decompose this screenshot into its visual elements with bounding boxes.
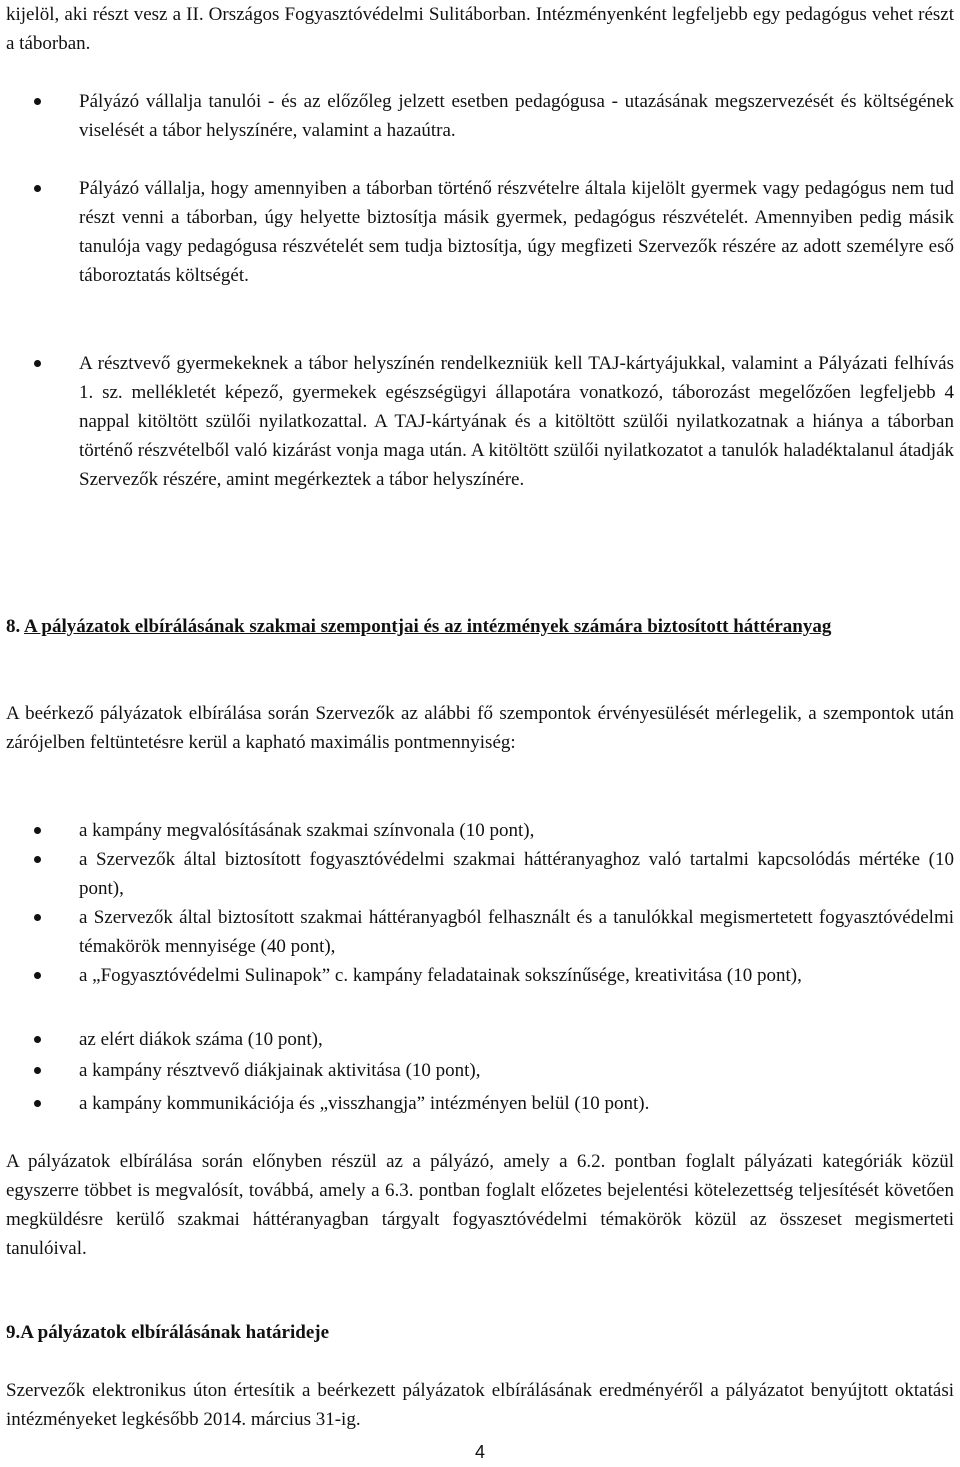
list-item-text: Pályázó vállalja tanulói - és az előzőleg jelzett esetben pedagógusa - utazásának megszervezését és költségének viselését a tábor helyszínére, valamint a hazaútra.	[79, 91, 954, 141]
list-item-text: a Szervezők által biztosított szakmai háttéranyagból felhasznált és a tanulókkal megismertetett fogyasztóvédelmi témakörök mennyisége (40 pont),	[79, 907, 954, 957]
list-item-text: a „Fogyasztóvédelmi Sulinapok” c. kampány feladatainak sokszínűsége, kreativitása (10 pont),	[79, 965, 802, 986]
list-item-text: az elért diákok száma (10 pont),	[79, 1029, 323, 1050]
section-9-heading: 9.A pályázatok elbírálásának határideje	[6, 1322, 330, 1343]
bullet-icon	[34, 1100, 41, 1107]
section-9-text: Szervezők elektronikus úton értesítik a beérkezett pályázatok elbírálásának eredményéről a pályázatot benyújtott oktatási intézményeket legkésőbb 2014. március 31-ig.	[6, 1380, 954, 1430]
section-title: A pályázatok elbírálásának szakmai szempontjai és az intézmények számára biztosított háttéranyag	[23, 616, 832, 637]
bullet-icon	[34, 827, 41, 834]
list-item-text: a kampány résztvevő diákjainak aktivitása (10 pont),	[79, 1060, 481, 1081]
continuation-paragraph: kijelöl, aki részt vesz a II. Országos Fogyasztóvédelmi Sulitáborban. Intézményenként legfeljebb egy pedagógus vehet részt a táborban.	[6, 4, 954, 54]
list-item-text: A résztvevő gyermekeknek a tábor helyszínén rendelkezniük kell TAJ-kártyájukkal, valamint a Pályázati felhívás 1. sz. mellékletét képező, gyermekek egészségügyi állapotára vonatkozó, táborozást megelőzően legfeljebb 4 nappal kitöltött szülői nyilatkozattal. A TAJ-kártyának és a kitöltött szülői nyilatkozatnak a hiánya a táborban történő részvételből való kizárást vonja maga után. A kitöltött szülői nyilatkozatot a tanulók haladéktalanul átadják Szervezők részére, amint megérkeztek a tábor helyszínére.	[79, 353, 954, 490]
bullet-icon	[34, 1036, 41, 1043]
list-item-text: a kampány kommunikációja és „visszhangja” intézményen belül (10 pont).	[79, 1093, 650, 1114]
bullet-icon	[34, 972, 41, 979]
bullet-icon	[34, 856, 41, 863]
list-item-text: a kampány megvalósításának szakmai színvonala (10 pont),	[79, 820, 535, 841]
bullet-icon	[34, 914, 41, 921]
section-8-intro: A beérkező pályázatok elbírálása során Szervezők az alábbi fő szempontok érvényesülését mérlegelik, a szempontok után zárójelben feltüntetésre kerül a kapható maximális pontmennyiség:	[6, 703, 954, 753]
bullet-icon	[34, 360, 41, 367]
list-item-text: Pályázó vállalja, hogy amennyiben a táborban történő részvételre általa kijelölt gyermek vagy pedagógus nem tud részt venni a táborban, úgy helyette biztosítja másik gyermek, pedagógus részvételét. Amennyiben pedig másik tanulója vagy pedagógusa részvételét sem tudja biztosítja, úgy megfizeti Szervezők részére az adott személyre eső táboroztatás költségét.	[79, 178, 954, 286]
section-8-heading	[6, 612, 954, 641]
section-number: 8.	[6, 616, 21, 637]
bullet-icon	[34, 185, 41, 192]
bullet-icon	[34, 98, 41, 105]
list-item-text: a Szervezők által biztosított fogyasztóvédelmi szakmai háttéranyaghoz való tartalmi kapcsolódás mértéke (10 pont),	[79, 849, 954, 899]
page-number: 4	[474, 1442, 485, 1462]
bullet-icon	[34, 1067, 41, 1074]
section-8-closing: A pályázatok elbírálása során előnyben részül az a pályázó, amely a 6.2. pontban foglalt pályázati kategóriák közül egyszerre többet is megvalósít, továbbá, amely a 6.3. pontban foglalt előzetes bejelentési kötelezettség teljesítését követően megküldésre kerülő szakmai háttéranyagban tárgyalt fogyasztóvédelmi témakörök közül az összeset megismerteti tanulóival.	[6, 1151, 954, 1259]
